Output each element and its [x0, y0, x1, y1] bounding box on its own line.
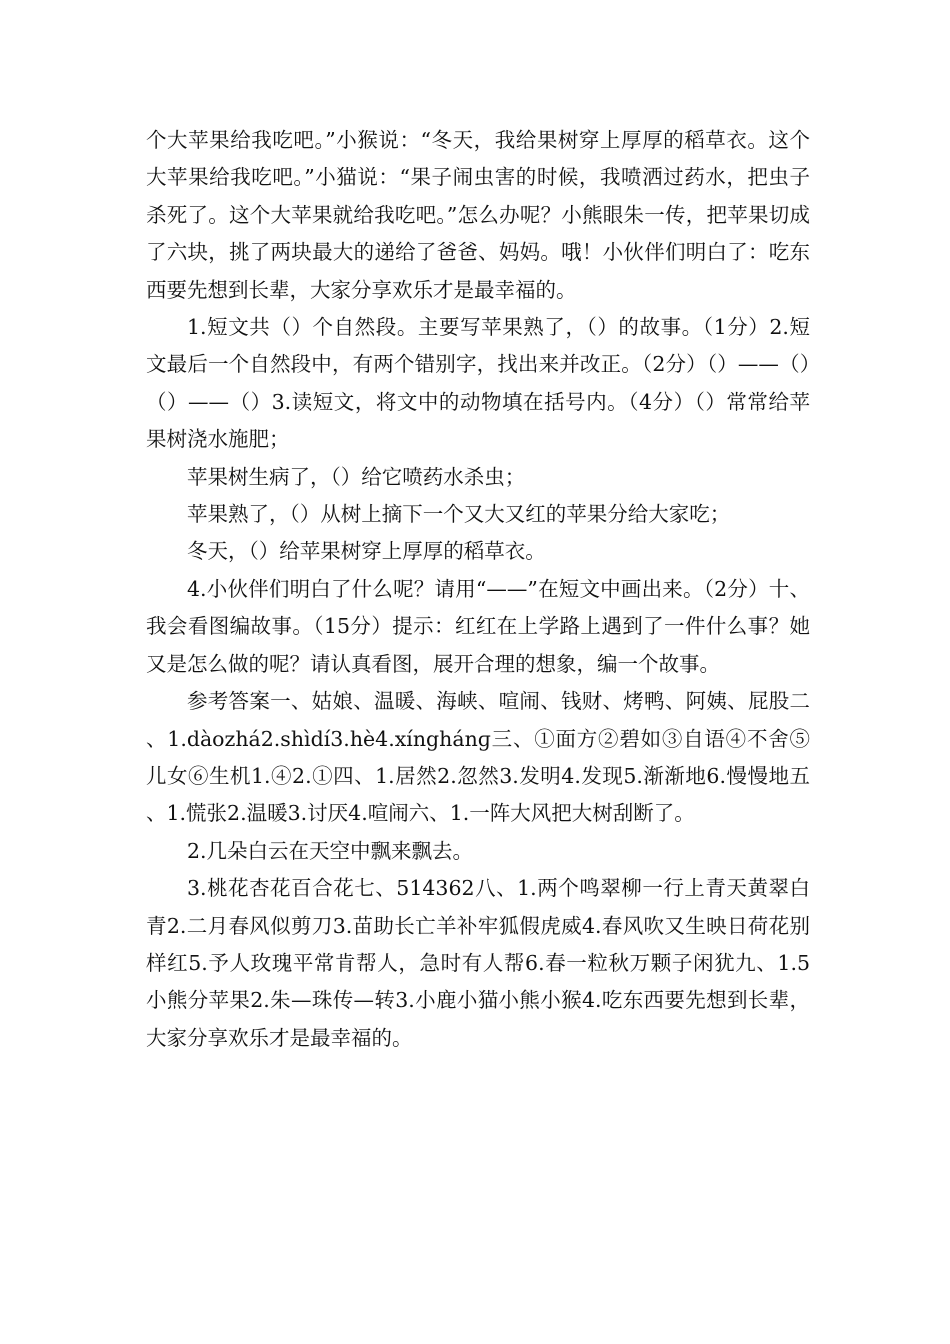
paragraph-answer-key-2: 2.几朵白云在天空中飘来飘去。	[187, 838, 474, 863]
document-page	[146, 122, 810, 1057]
paragraph-answer-key: 参考答案一、姑娘、温暖、海峡、喧闹、钱财、烤鸭、阿姨、屁股二、1.dàozhá2.shìdí3.hè4.xínghánɡ三、①面方②碧如③自语④不舍⑤儿女⑥生机1.④2.①四、1.居然2.忽然3.发明4.发现5.渐渐地6.慢慢地五、1.慌张2.温暖3.讨厌4.喧闹六、1.一阵大风把大树刮断了。	[146, 689, 810, 826]
paragraph-question-4-and-10: 4.小伙伴们明白了什么呢？请用“——”在短文中画出来。（2分）十、我会看图编故事。（15分）提示：红红在上学路上遇到了一件什么事？她又是怎么做的呢？请认真看图，展开合理的想象，编一个故事。	[146, 576, 810, 676]
paragraph-question-3-line-4: 冬天，（）给苹果树穿上厚厚的稻草衣。	[187, 539, 546, 564]
paragraph-question-3-line-3: 苹果熟了，（）从树上摘下一个又大又红的苹果分给大家吃；	[187, 502, 731, 527]
paragraph-question-3-line-2: 苹果树生病了，（）给它喷药水杀虫；	[187, 464, 526, 489]
paragraph-story-ending: 个大苹果给我吃吧。”小猴说：“冬天，我给果树穿上厚厚的稻草衣。这个大苹果给我吃吧。”小猫说：“果子闹虫害的时候，我喷洒过药水，把虫子杀死了。这个大苹果就给我吃吧。”怎么办呢？小熊眼朱一传，把苹果切成了六块，挑了两块最大的递给了爸爸、妈妈。哦！小伙伴们明白了：吃东西要先想到长辈，大家分享欢乐才是最幸福的。	[146, 128, 810, 302]
paragraph-question-1-3: 1.短文共（）个自然段。主要写苹果熟了，（）的故事。（1分）2.短文最后一个自然段中，有两个错别字，找出来并改正。（2分）（）——（）（）——（）3.读短文，将文中的动物填在括号内。（4分）（）常常给苹果树浇水施肥；	[146, 315, 810, 452]
paragraph-answer-key-3: 3.桃花杏花百合花七、514362八、1.两个鸣翠柳一行上青天黄翠白青2.二月春风似剪刀3.苗助长亡羊补牢狐假虎威4.春风吹又生映日荷花别样红5.予人玫瑰平常肯帮人，急时有人帮6.春一粒秋万颗子闲犹九、1.5小熊分苹果2.朱—珠传—转3.小鹿小猫小熊小猴4.吃东西要先想到长辈，大家分享欢乐才是最幸福的。	[146, 876, 810, 1050]
